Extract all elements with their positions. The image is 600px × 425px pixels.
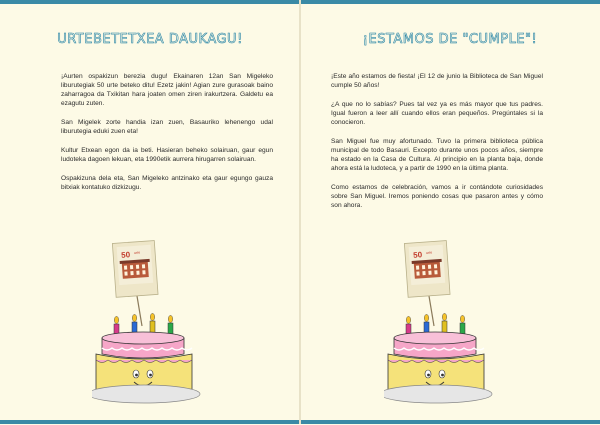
right-paragraph: Como estamos de celebración, vamos a ir contándote curiosidades sobre San Miguel. Iremos poniendo cosas que pasaron antes y cómo son ahora. — [331, 184, 543, 209]
left-paragraph: San Migelek zorte handia izan zuen, Basauriko lehenengo udal liburutegia eduki zuen eta! — [61, 119, 273, 135]
right-page — [300, 0, 600, 424]
left-page-body — [61, 72, 273, 202]
left-paragraph: Kultur Etxean egon da ia beti. Hasieran beheko solairuan, gaur egun ludoteka dagoen lekuan, eta 1990etik aurrera hirugarren solairuan. — [61, 147, 273, 163]
left-paragraph: Ospakizuna dela eta, San Migeleko antzinako eta gaur egungo gauza bitxiak kontatuko dizkizugu. — [61, 175, 273, 191]
left-page-title: URTEBETETXEA DAUKAGU! — [57, 32, 243, 47]
right-page-title: ¡ESTAMOS DE "CUMPLE"! — [362, 32, 538, 47]
birthday-cake-icon — [92, 230, 212, 420]
right-paragraph: ¿A que no lo sabías? Pues tal vez ya es más mayor que tus padres. Igual fueron a leer allí cuando ellos eran pequeños. Pregúntales si la conocieron. — [331, 101, 543, 126]
birthday-cake-icon — [384, 230, 504, 420]
cake-sign-word: urte — [133, 250, 141, 255]
left-paragraph: ¡Aurten ospakizun berezia dugu! Ekainaren 12an San Migeleko liburutegiak 50 urte beteko ditu! Ezetz jakin! Agian zure gurasoak baino zaharragoa da Txikitan hara joaten omen ziren irakurtzera. Galdetu ea ezagutu zuten. — [61, 73, 273, 107]
right-paragraph: San Miguel fue muy afortunado. Tuvo la primera biblioteca pública municipal de todo Basauri. Excepto durante unos pocos años, siempre ha estado en la Casa de Cultura. Al principio en la planta baja, donde ahora está la ludoteca, y a partir de 1990 en la última planta. — [331, 138, 543, 172]
cake-sign-number: 50 — [412, 250, 423, 260]
right-page-body — [331, 72, 543, 220]
cake-sign-number: 50 — [120, 250, 131, 260]
right-paragraph: ¡Este año estamos de fiesta! ¡El 12 de junio la Biblioteca de San Miguel cumple 50 años! — [331, 73, 543, 89]
cake-sign-word: urte — [425, 250, 433, 255]
left-page — [0, 0, 300, 424]
